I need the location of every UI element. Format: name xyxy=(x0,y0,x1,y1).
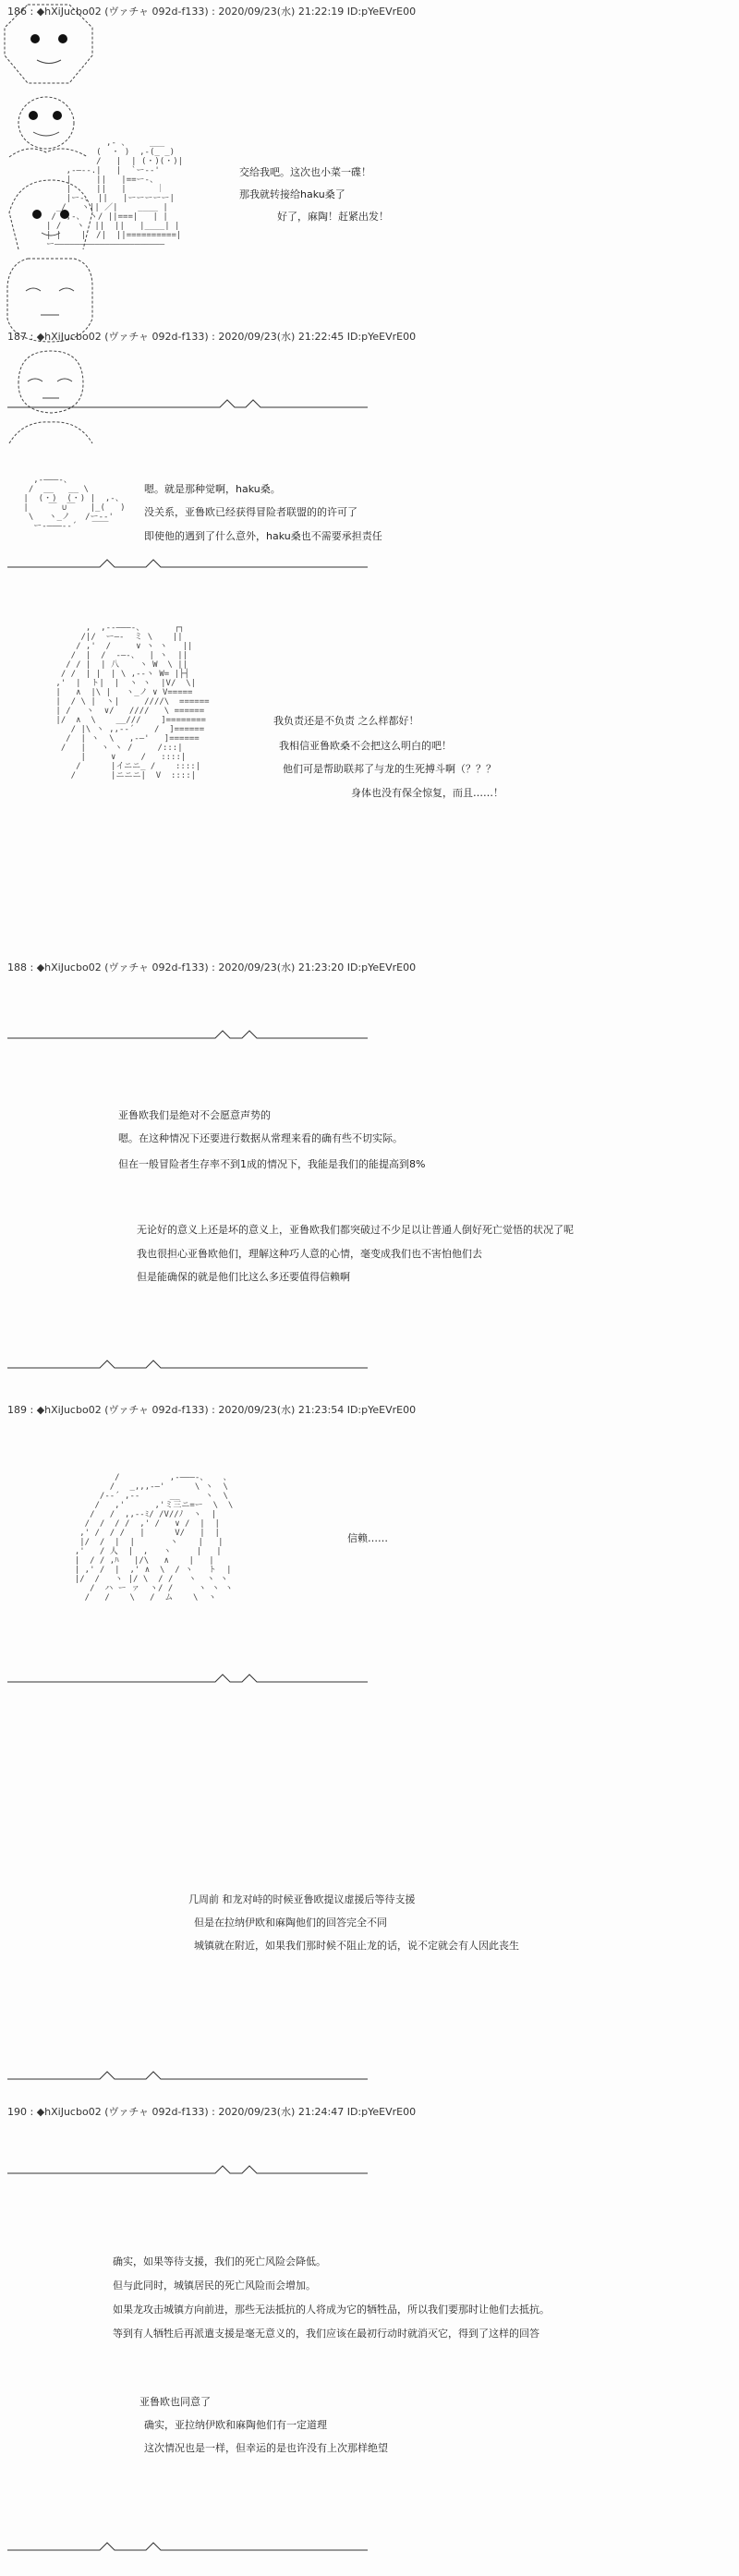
separator xyxy=(7,2540,368,2553)
post-header: 187 : ◆hXiJucbo02 (ヴァチャ 092d-f133) : 2020/09/23(水) 21:22:45 ID:pYeEVrE00 xyxy=(7,331,417,343)
separator xyxy=(7,1028,368,1041)
ascii-art-character: ,- 、 ___ ( ・ ) ,-(_ _) / | | (・)(・)| ,-―-‐.| | `ー-‐' | || |==ー-、 | || | ｜ |ー-、 || |ーーーーー| _/ ヽ|| ／| ____ | / ,-、 ヽ/ ||===| | | | / ヽ || || |____| | | | | /| ||==========| ー―――――――――――――――――――――― xyxy=(46,139,184,249)
dialogue-line: 城镇就在附近，如果我们那时候不阻止龙的话，说不定就会有人因此丧生 xyxy=(194,1940,519,1952)
dialogue-line: 亚鲁欧我们是绝对不会愿意声势的 xyxy=(118,1109,271,1121)
ascii-art-character: , ,-‐―――-、 ┌┐ /|/ ー―- ミ \ || / ,' / ∨ ヽ ヽ || / | / ‐―-、 | ヽ || / / | | 八 ヽ W \ || / / | | | \ ,-‐ヽ W= |├┤ ,' | ト| | ヽ ヽ |V/ \| | ∧ |\ | ヽ_ノ ∨ V===== | / \ | ヽ| ////\ ====== | / ヽ ∨/ //// \ ====== |/ ∧ \ __/// ]======== / |\ ヽ ,,-‐´ / ]====== / | ヽ \ ,-―' ]====== / | ヽ ヽ / /:::| | ∨ / ::::| / |イニニ_ / ::::| / |ニニニ| V ::::| xyxy=(55,623,210,780)
post-header: 186 : ◆hXiJucbo02 (ヴァチャ 092d-f133) : 2020/09/23(水) 21:22:19 ID:pYeEVrE00 xyxy=(7,6,417,18)
dialogue-line: 我也很担心亚鲁欧他们，理解这种巧人意的心情，毫变成我们也不害怕他们去 xyxy=(137,1248,482,1260)
dialogue-line: 等到有人牺牲后再派遣支援是毫无意义的，我们应该在最初行动时就消灭它，得到了这样的回答 xyxy=(113,2328,539,2340)
dialogue-line: 但是能确保的就是他们比这么多还要值得信赖啊 xyxy=(137,1271,350,1283)
dialogue-line: 如果龙攻击城镇方向前进，那些无法抵抗的人将成为它的牺牲品，所以我们要那时让他们去抵抗。 xyxy=(113,2304,550,2316)
dialogue-line: 几周前 和龙对峙的时候亚鲁欧提议虚援后等待支援 xyxy=(188,1893,416,1905)
post-header: 190 : ◆hXiJucbo02 (ヴァチャ 092d-f133) : 2020/09/23(水) 21:24:47 ID:pYeEVrE00 xyxy=(7,2106,417,2118)
ascii-art-character: / ,-―――-、 、 / _,,,-―' \ ヽ \ /-‐´ ,-‐ __ ヽ \ / ,' ,'ミ三ニ=ー \ \ / / ,,-‐ﾐ/ /V//ﾉ ヽ | / / / / ,' / ∨ / | | ,' / / / | V/ | | |/ / | | ヽ | | ,' / 人 | , ヽ | | | / / ,ﾊ |/\ ∧ | | | ,' / | ,' ∧ \ / ヽ ト | |/ / ヽ |/ \ / / ヽ ヽ ヽ / ハ ー ァ ヽ/ / ヽ ヽ ヽ / / \ / ム \ ヽ xyxy=(74,1473,234,1602)
dialogue-line: 但与此同时，城镇居民的死亡风险而会增加。 xyxy=(113,2280,316,2292)
dialogue-line: 即使他的遇到了什么意外，haku桑也不需要承担责任 xyxy=(144,530,382,542)
dialogue-line: 没关系，亚鲁欧已经获得冒险者联盟的的许可了 xyxy=(144,506,357,518)
dialogue-line: 我相信亚鲁欧桑不会把这么明白的吧！ xyxy=(279,740,452,752)
separator xyxy=(7,557,368,570)
dialogue-line: 身体也没有保全惊复，而且……！ xyxy=(351,787,503,799)
separator xyxy=(7,2069,368,2082)
dialogue-line: 确实，亚拉纳伊欧和麻陶他们有一定道理 xyxy=(144,2419,327,2431)
separator xyxy=(7,1358,368,1371)
dialogue-line: 那我就转接给haku桑了 xyxy=(239,188,345,200)
dialogue-line: 无论好的意义上还是坏的意义上，亚鲁欧我们都突破过不少足以让普通人倒好死亡觉悟的状况了呢 xyxy=(137,1224,574,1236)
ascii-face-character: ,-―――-、 / __ __ \ | (・) (・) | ,-、 | ￣ ∪￣ |_( ) \ ヽ_ノ /ー-‐' ー-―――-‐´ ￣￣ xyxy=(23,476,126,531)
dialogue-line: 但是在拉纳伊欧和麻陶他们的回答完全不同 xyxy=(194,1917,387,1929)
dialogue-line: 嗯。就是那种觉啊，haku桑。 xyxy=(144,483,281,495)
post-header: 188 : ◆hXiJucbo02 (ヴァチャ 092d-f133) : 2020/09/23(水) 21:23:20 ID:pYeEVrE00 xyxy=(7,961,417,974)
dialogue-line: 好了，麻陶！赶紧出发！ xyxy=(277,211,389,223)
dialogue-line: 他们可是帮助联邦了与龙的生死搏斗啊（？？？ xyxy=(283,763,496,775)
post-header: 189 : ◆hXiJucbo02 (ヴァチャ 092d-f133) : 2020/09/23(水) 21:23:54 ID:pYeEVrE00 xyxy=(7,1404,417,1416)
dialogue-line: 嗯。在这种情况下还要进行数据从常理来看的确有些不切实际。 xyxy=(118,1132,403,1144)
separator xyxy=(7,1672,368,1685)
dialogue-line: 信赖…… xyxy=(347,1532,388,1544)
dialogue-line: 确实，如果等待支援，我们的死亡风险会降低。 xyxy=(113,2256,326,2268)
separator xyxy=(7,2163,368,2176)
dialogue-line: 交给我吧。这次也小菜一碟！ xyxy=(239,166,371,178)
dialogue-line: 这次情况也是一样，但幸运的是也许没有上次那样绝望 xyxy=(144,2442,388,2454)
dialogue-line: 但在一般冒险者生存率不到1成的情况下，我能是我们的能提高到8% xyxy=(118,1158,426,1170)
dialogue-line: 亚鲁欧也同意了 xyxy=(139,2396,211,2408)
separator xyxy=(7,397,368,410)
dialogue-line: 我负责还是不负责 之么样都好！ xyxy=(273,715,419,727)
